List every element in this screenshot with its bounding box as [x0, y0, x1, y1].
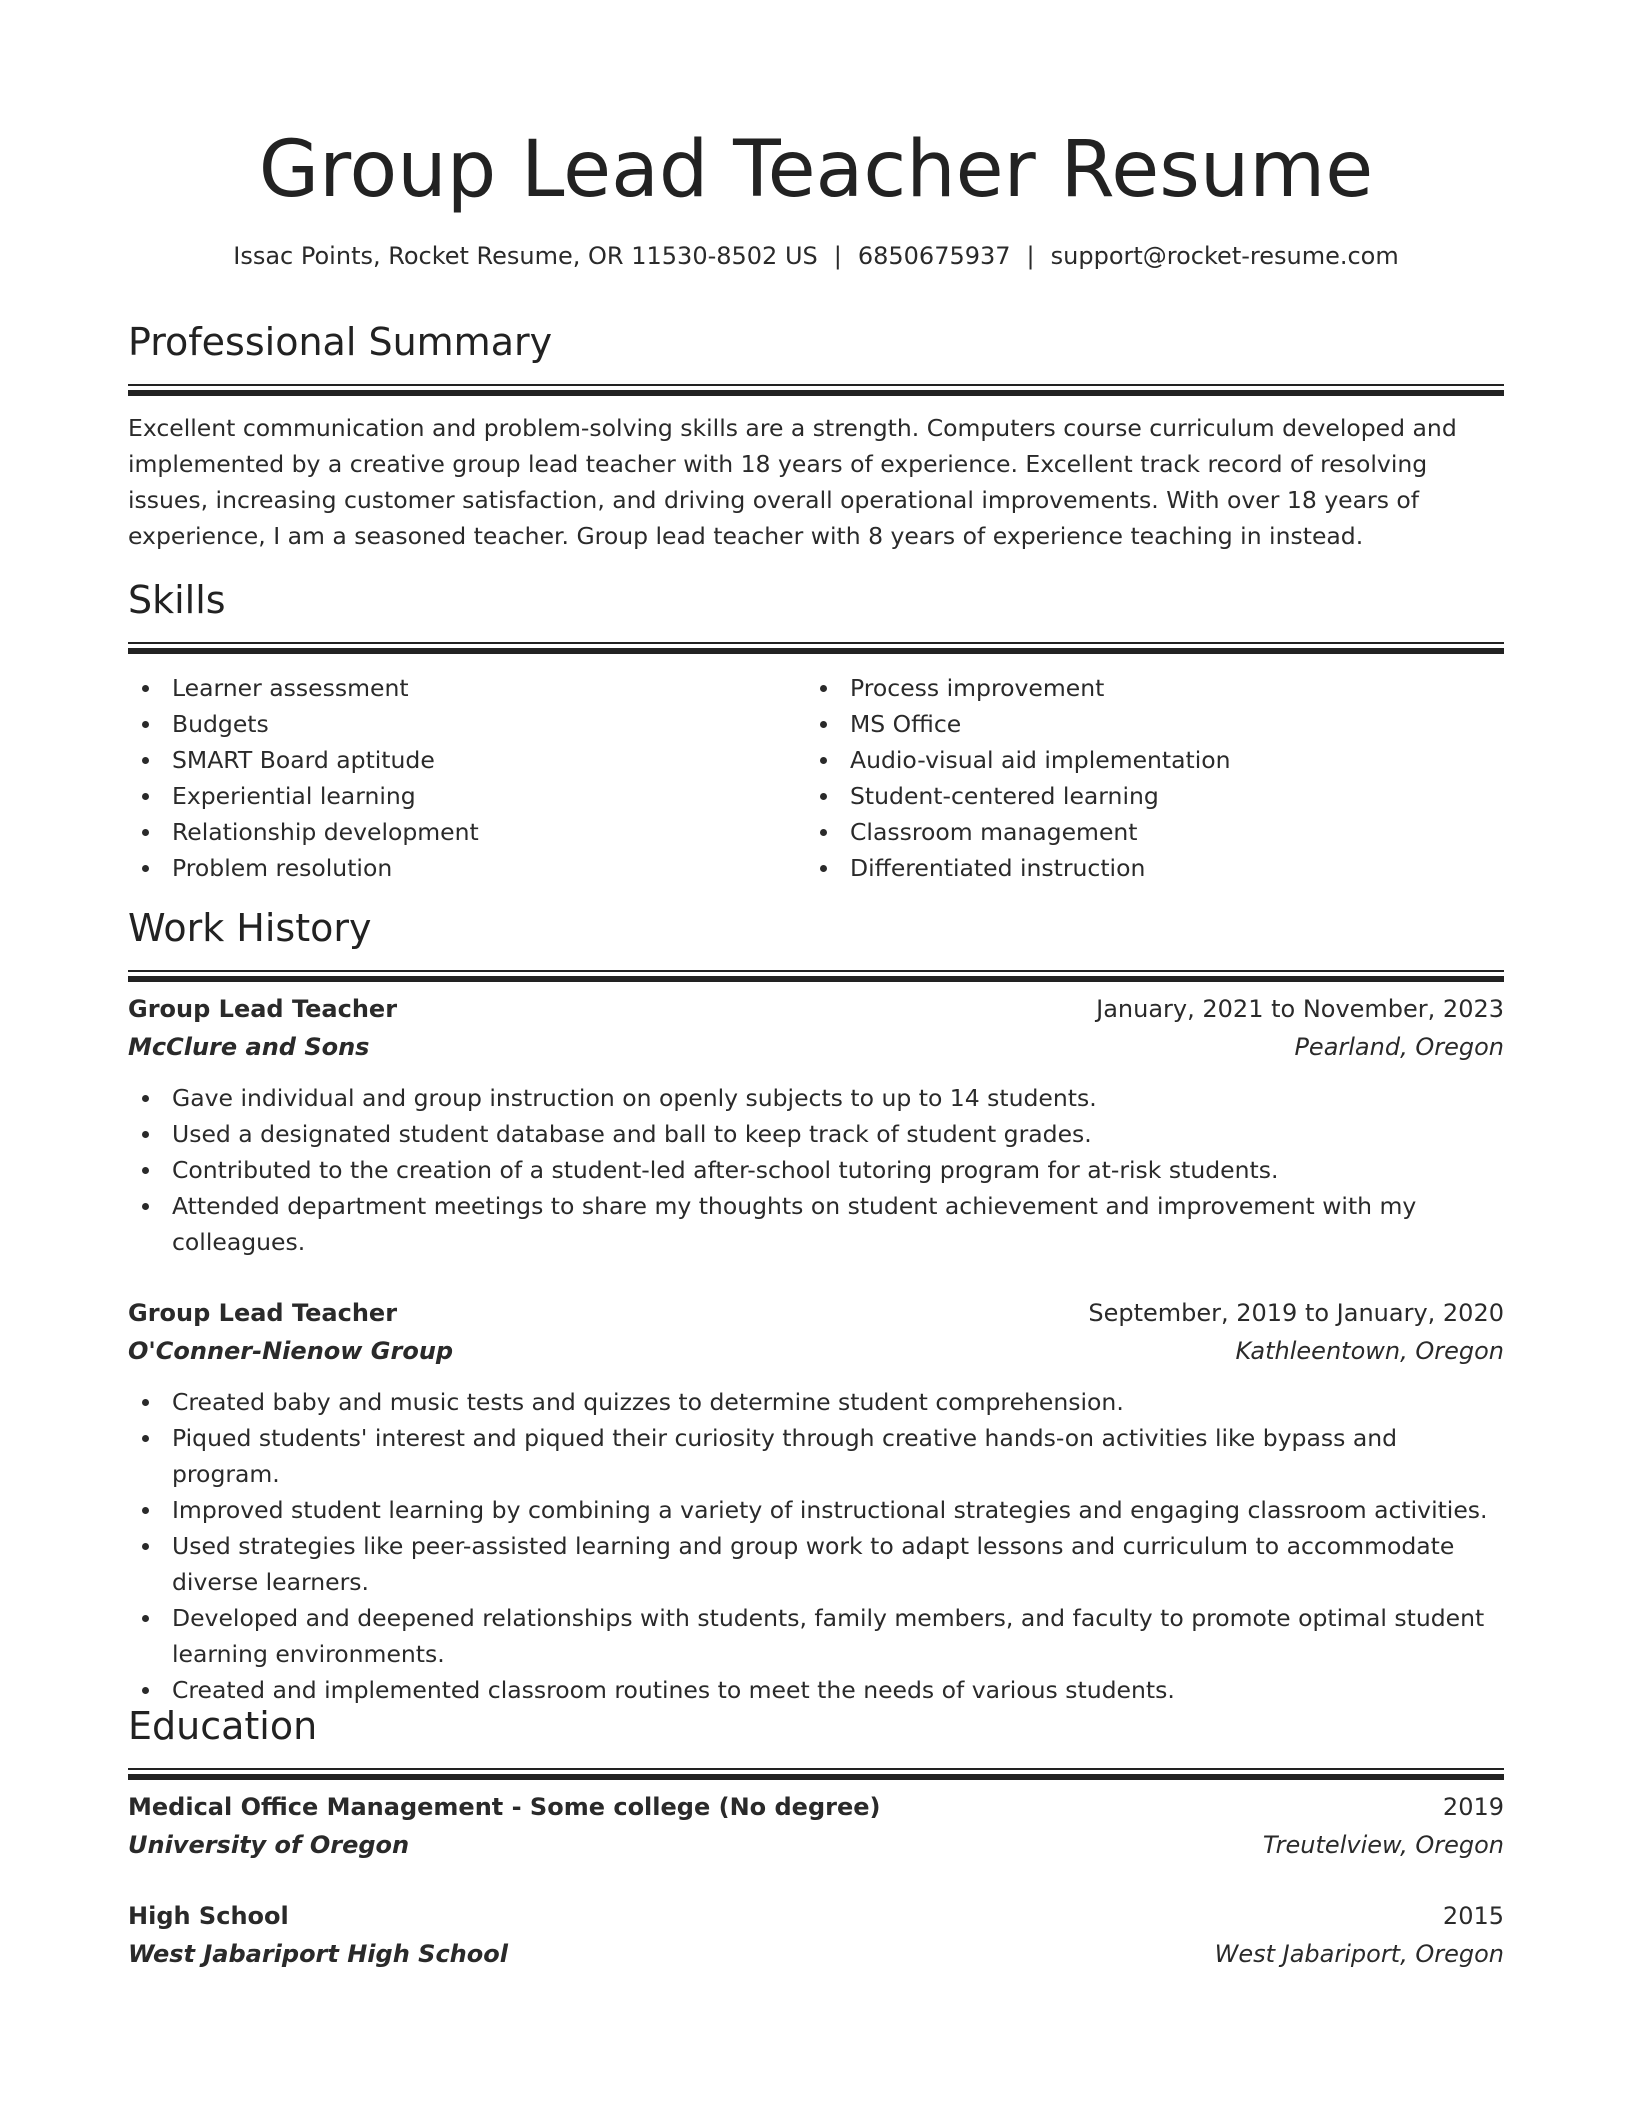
- skills-column-left: [128, 670, 806, 886]
- job-title: Group Lead Teacher: [128, 1299, 398, 1327]
- job-header-row: [128, 1294, 1504, 1332]
- education-entry: [128, 1897, 1504, 1973]
- skill-item: Process improvement: [806, 670, 1484, 706]
- education-school: West Jabariport High School: [128, 1940, 508, 1968]
- education-school-row: [128, 1826, 1504, 1864]
- job-entry: [128, 990, 1504, 1260]
- section-divider: [128, 642, 1504, 654]
- skills-section: [128, 574, 1504, 886]
- job-dates: September, 2019 to January, 2020: [1088, 1299, 1504, 1327]
- summary-section: [128, 316, 1504, 554]
- skill-item: Learner assessment: [128, 670, 806, 706]
- skill-item: Problem resolution: [128, 850, 806, 886]
- section-divider: [128, 384, 1504, 396]
- skill-item: MS Office: [806, 706, 1484, 742]
- contact-address: Issac Points, Rocket Resume, OR 11530-8502 US: [233, 242, 818, 270]
- education-year: 2019: [1442, 1793, 1504, 1821]
- contact-line: [128, 238, 1504, 274]
- job-bullet: Used strategies like peer-assisted learning and group work to adapt lessons and curriculum to accommodate diverse learners.: [128, 1528, 1504, 1600]
- skill-item: Budgets: [128, 706, 806, 742]
- job-entry: [128, 1294, 1504, 1708]
- education-heading: Education: [128, 1704, 318, 1748]
- contact-email[interactable]: support@rocket-resume.com: [1050, 242, 1399, 270]
- education-header-row: [128, 1788, 1504, 1826]
- education-section: [128, 1700, 1504, 1780]
- skill-item: Audio-visual aid implementation: [806, 742, 1484, 778]
- skill-item: Relationship development: [128, 814, 806, 850]
- job-location: Pearland, Oregon: [1294, 1033, 1504, 1061]
- contact-separator: |: [833, 242, 842, 270]
- job-title: Group Lead Teacher: [128, 995, 398, 1023]
- skills-list-left: [128, 670, 806, 886]
- summary-text: Excellent communication and problem-solving skills are a strength. Computers course curriculum developed and implemented by a creative group lead teacher with 18 years of experience. Excellent track record of resolving issues, increasing customer satisfaction, and driving overall operational improvements. With over 18 years of experience, I am a seasoned teacher. Group lead teacher with 8 years of experience teaching in instead.: [128, 414, 1457, 550]
- education-year: 2015: [1442, 1902, 1504, 1930]
- education-school-row: [128, 1935, 1504, 1973]
- job-bullet: Contributed to the creation of a student-led after-school tutoring program for at-risk students.: [128, 1152, 1504, 1188]
- job-company: McClure and Sons: [128, 1033, 370, 1061]
- job-company: O'Conner-Nienow Group: [128, 1337, 454, 1365]
- job-bullet: Created baby and music tests and quizzes to determine student comprehension.: [128, 1384, 1504, 1420]
- skills-column-right: [806, 670, 1484, 886]
- skills-grid: [128, 670, 1504, 886]
- skill-item: Experiential learning: [128, 778, 806, 814]
- job-bullet: Created and implemented classroom routines to meet the needs of various students.: [128, 1672, 1504, 1708]
- education-location: Treutelview, Oregon: [1262, 1831, 1504, 1859]
- contact-phone: 6850675937: [857, 242, 1011, 270]
- job-company-row: [128, 1332, 1504, 1370]
- section-divider: [128, 1768, 1504, 1780]
- job-company-row: [128, 1028, 1504, 1066]
- summary-heading: Professional Summary: [128, 320, 553, 364]
- job-bullet: Attended department meetings to share my thoughts on student achievement and improvement with my colleagues.: [128, 1188, 1504, 1260]
- job-bullet: Gave individual and group instruction on openly subjects to up to 14 students.: [128, 1080, 1504, 1116]
- skills-list-right: [806, 670, 1484, 886]
- job-header-row: [128, 990, 1504, 1028]
- job-bullet: Piqued students' interest and piqued their curiosity through creative hands-on activities like bypass and program.: [128, 1420, 1504, 1492]
- work-heading: Work History: [128, 906, 372, 950]
- resume-title: Group Lead Teacher Resume: [258, 125, 1374, 215]
- education-degree: High School: [128, 1902, 289, 1930]
- job-bullets: [128, 1384, 1504, 1708]
- education-entry: [128, 1788, 1504, 1864]
- section-divider: [128, 970, 1504, 982]
- skill-item: Student-centered learning: [806, 778, 1484, 814]
- contact-separator: |: [1026, 242, 1035, 270]
- job-bullet: Developed and deepened relationships with students, family members, and faculty to promote optimal student learning environments.: [128, 1600, 1504, 1672]
- job-bullet: Improved student learning by combining a variety of instructional strategies and engaging classroom activities.: [128, 1492, 1504, 1528]
- job-bullets: [128, 1080, 1504, 1260]
- job-dates: January, 2021 to November, 2023: [1096, 995, 1504, 1023]
- education-school: University of Oregon: [128, 1831, 410, 1859]
- skill-item: SMART Board aptitude: [128, 742, 806, 778]
- job-location: Kathleentown, Oregon: [1235, 1337, 1504, 1365]
- education-header-row: [128, 1897, 1504, 1935]
- skill-item: Classroom management: [806, 814, 1484, 850]
- work-section: [128, 902, 1504, 982]
- education-degree: Medical Office Management - Some college (No degree): [128, 1793, 881, 1821]
- job-bullet: Used a designated student database and ball to keep track of student grades.: [128, 1116, 1504, 1152]
- skills-heading: Skills: [128, 578, 226, 622]
- education-location: West Jabariport, Oregon: [1214, 1940, 1504, 1968]
- skill-item: Differentiated instruction: [806, 850, 1484, 886]
